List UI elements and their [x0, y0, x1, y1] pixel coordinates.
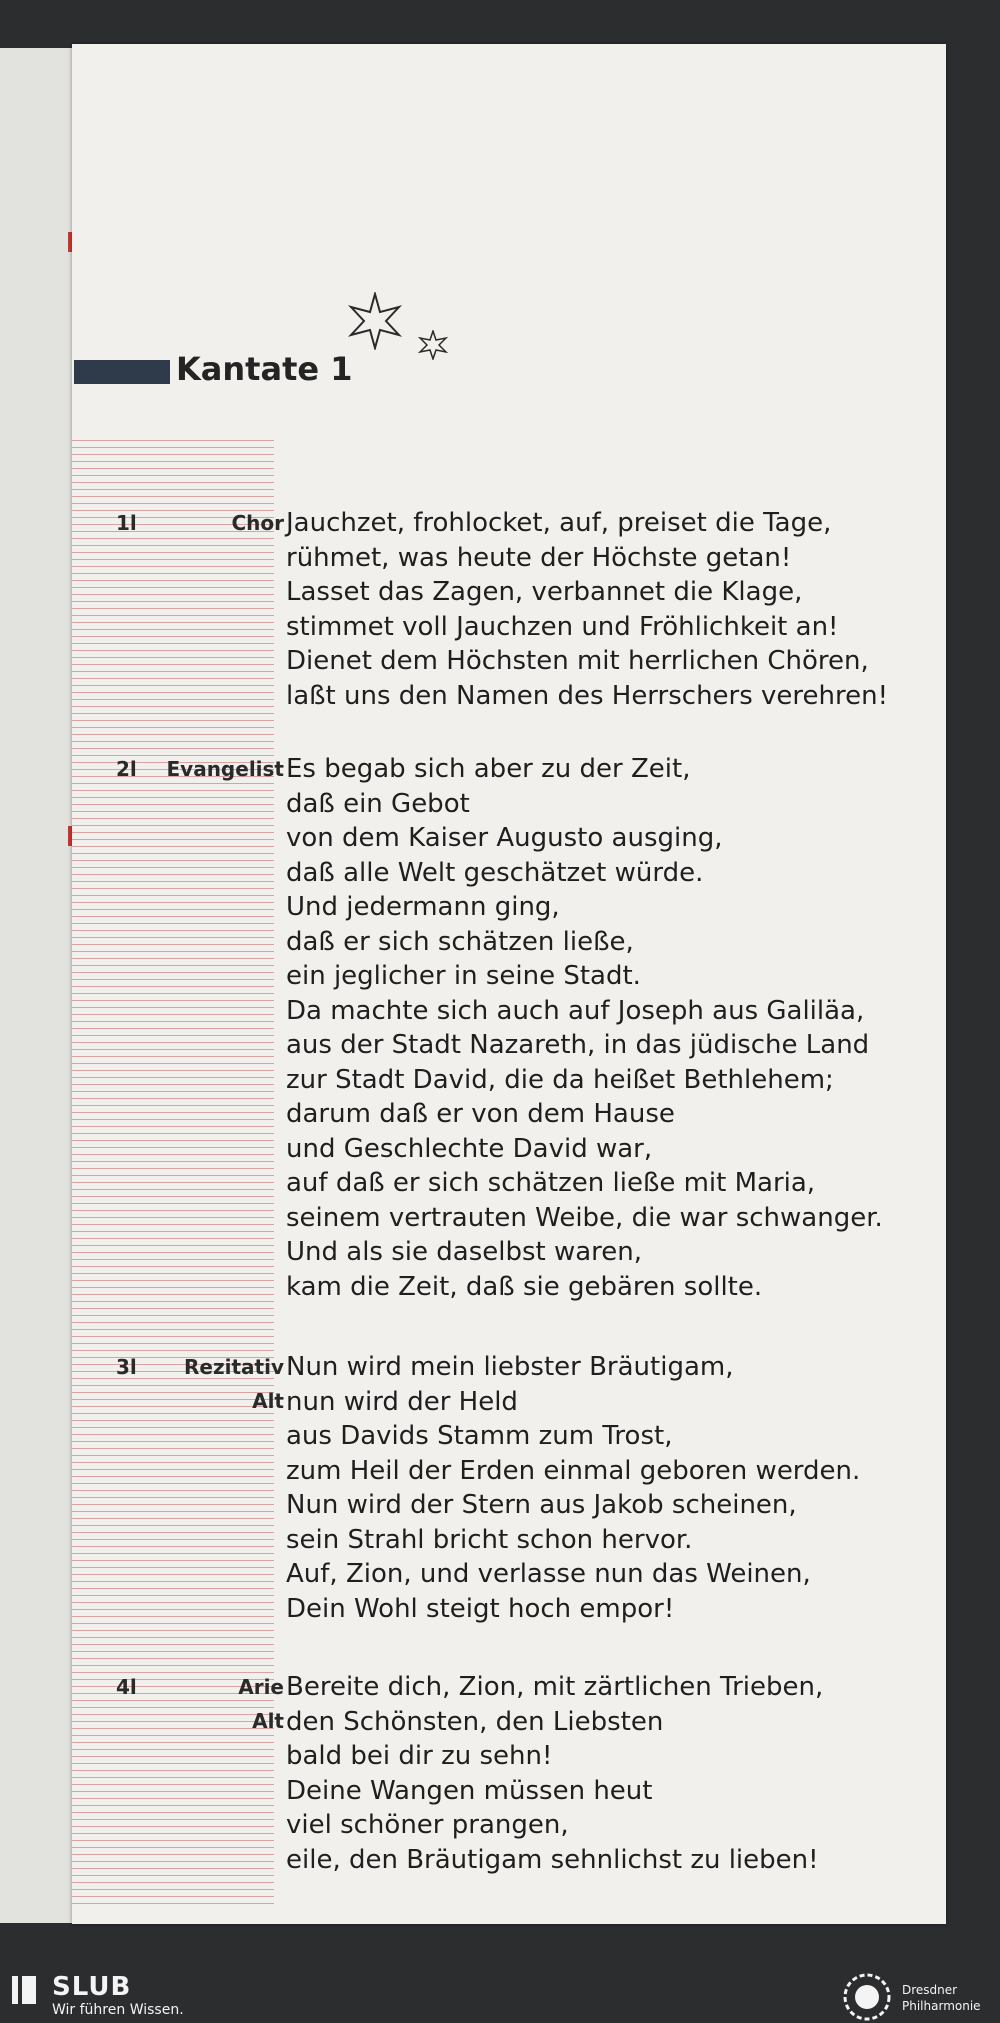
text-line: den Schönsten, den Liebsten	[286, 1706, 664, 1737]
text-line: Nun wird der Stern aus Jakob scheinen,	[286, 1490, 797, 1520]
text-line: Jauchzet, frohlocket, auf, preiset die Tage,	[286, 508, 832, 538]
role-label: Alt	[252, 1389, 284, 1413]
text-line: eile, den Bräutigam sehnlichst zu lieben!	[286, 1844, 819, 1875]
small-star-icon	[418, 330, 448, 360]
text-line: laßt uns den Namen des Herrschers verehren!	[286, 680, 889, 711]
role-label: Alt	[252, 1709, 284, 1733]
movement-roles	[231, 506, 284, 540]
movement-number: 3l	[116, 1355, 137, 1379]
partner-name-line: Philharmonie	[902, 1999, 981, 2013]
text-line: auf daß er sich schätzen ließe mit Maria,	[286, 1168, 816, 1198]
text-line: nun wird der Held	[286, 1386, 518, 1417]
booklet-page	[72, 44, 946, 1924]
title-accent-bar	[74, 360, 170, 384]
text-line: daß er sich schätzen ließe,	[286, 926, 634, 957]
movement-number: 2l	[116, 757, 137, 781]
movement-text	[286, 1350, 860, 1626]
text-line: Und jedermann ging,	[286, 892, 560, 922]
text-line: daß ein Gebot	[286, 788, 470, 819]
text-line: Dein Wohl steigt hoch empor!	[286, 1593, 675, 1624]
text-line: Da machte sich auch auf Joseph aus Galiläa,	[286, 995, 865, 1026]
movement-text	[286, 1670, 823, 1877]
text-line: und Geschlechte David war,	[286, 1133, 653, 1164]
text-line: rühmet, was heute der Höchste getan!	[286, 542, 792, 573]
movement-number: 1l	[116, 511, 137, 535]
role-label: Arie	[238, 1675, 284, 1699]
text-line: viel schöner prangen,	[286, 1810, 569, 1840]
text-line: seinem vertrauten Weibe, die war schwanger.	[286, 1202, 883, 1233]
text-line: daß alle Welt geschätzet würde.	[286, 857, 704, 888]
movement-text	[286, 506, 888, 713]
role-label: Evangelist	[166, 757, 284, 781]
text-line: darum daß er von dem Hause	[286, 1099, 675, 1129]
text-line: bald bei dir zu sehn!	[286, 1741, 553, 1771]
text-line: zur Stadt David, die da heißet Bethlehem;	[286, 1064, 834, 1095]
slub-logo-icon[interactable]	[12, 1976, 36, 2004]
text-line: Auf, Zion, und verlasse nun das Weinen,	[286, 1559, 811, 1589]
movement-roles	[167, 752, 285, 786]
text-line: sein Strahl bricht schon hervor.	[286, 1524, 693, 1555]
movement-roles	[184, 1350, 284, 1418]
text-line: zum Heil der Erden einmal geboren werden.	[286, 1455, 861, 1486]
text-line: Und als sie daselbst waren,	[286, 1237, 643, 1267]
philharmonie-logo-icon[interactable]	[842, 1972, 892, 2022]
text-line: Dienet dem Höchsten mit herrlichen Chören,	[286, 646, 869, 676]
text-line: von dem Kaiser Augusto ausging,	[286, 823, 723, 853]
text-line: Bereite dich, Zion, mit zärtlichen Trieben,	[286, 1672, 824, 1702]
text-line: Lasset das Zagen, verbannet die Klage,	[286, 577, 803, 607]
movement-text	[286, 752, 883, 1304]
text-line: aus der Stadt Nazareth, in das jüdische Land	[286, 1030, 870, 1060]
movement-roles	[238, 1670, 284, 1738]
text-line: Nun wird mein liebster Bräutigam,	[286, 1352, 734, 1382]
adjacent-page-edge	[0, 48, 72, 1923]
partner-name	[902, 1982, 981, 2014]
role-label: Chor	[231, 511, 284, 535]
large-star-icon	[346, 292, 404, 350]
role-label: Rezitativ	[184, 1355, 284, 1379]
text-line: Es begab sich aber zu der Zeit,	[286, 754, 691, 784]
library-name[interactable]: SLUB	[52, 1972, 132, 2002]
text-line: Deine Wangen müssen heut	[286, 1775, 653, 1806]
text-line: kam die Zeit, daß sie gebären sollte.	[286, 1271, 763, 1302]
movement-number: 4l	[116, 1675, 137, 1699]
text-line: aus Davids Stamm zum Trost,	[286, 1421, 673, 1451]
text-line: stimmet voll Jauchzen und Fröhlichkeit an!	[286, 611, 839, 642]
text-line: ein jeglicher in seine Stadt.	[286, 961, 641, 991]
page-title: Kantate 1	[176, 350, 353, 388]
library-tagline: Wir führen Wissen.	[52, 2002, 184, 2018]
partner-name-line: Dresdner	[902, 1983, 958, 1997]
